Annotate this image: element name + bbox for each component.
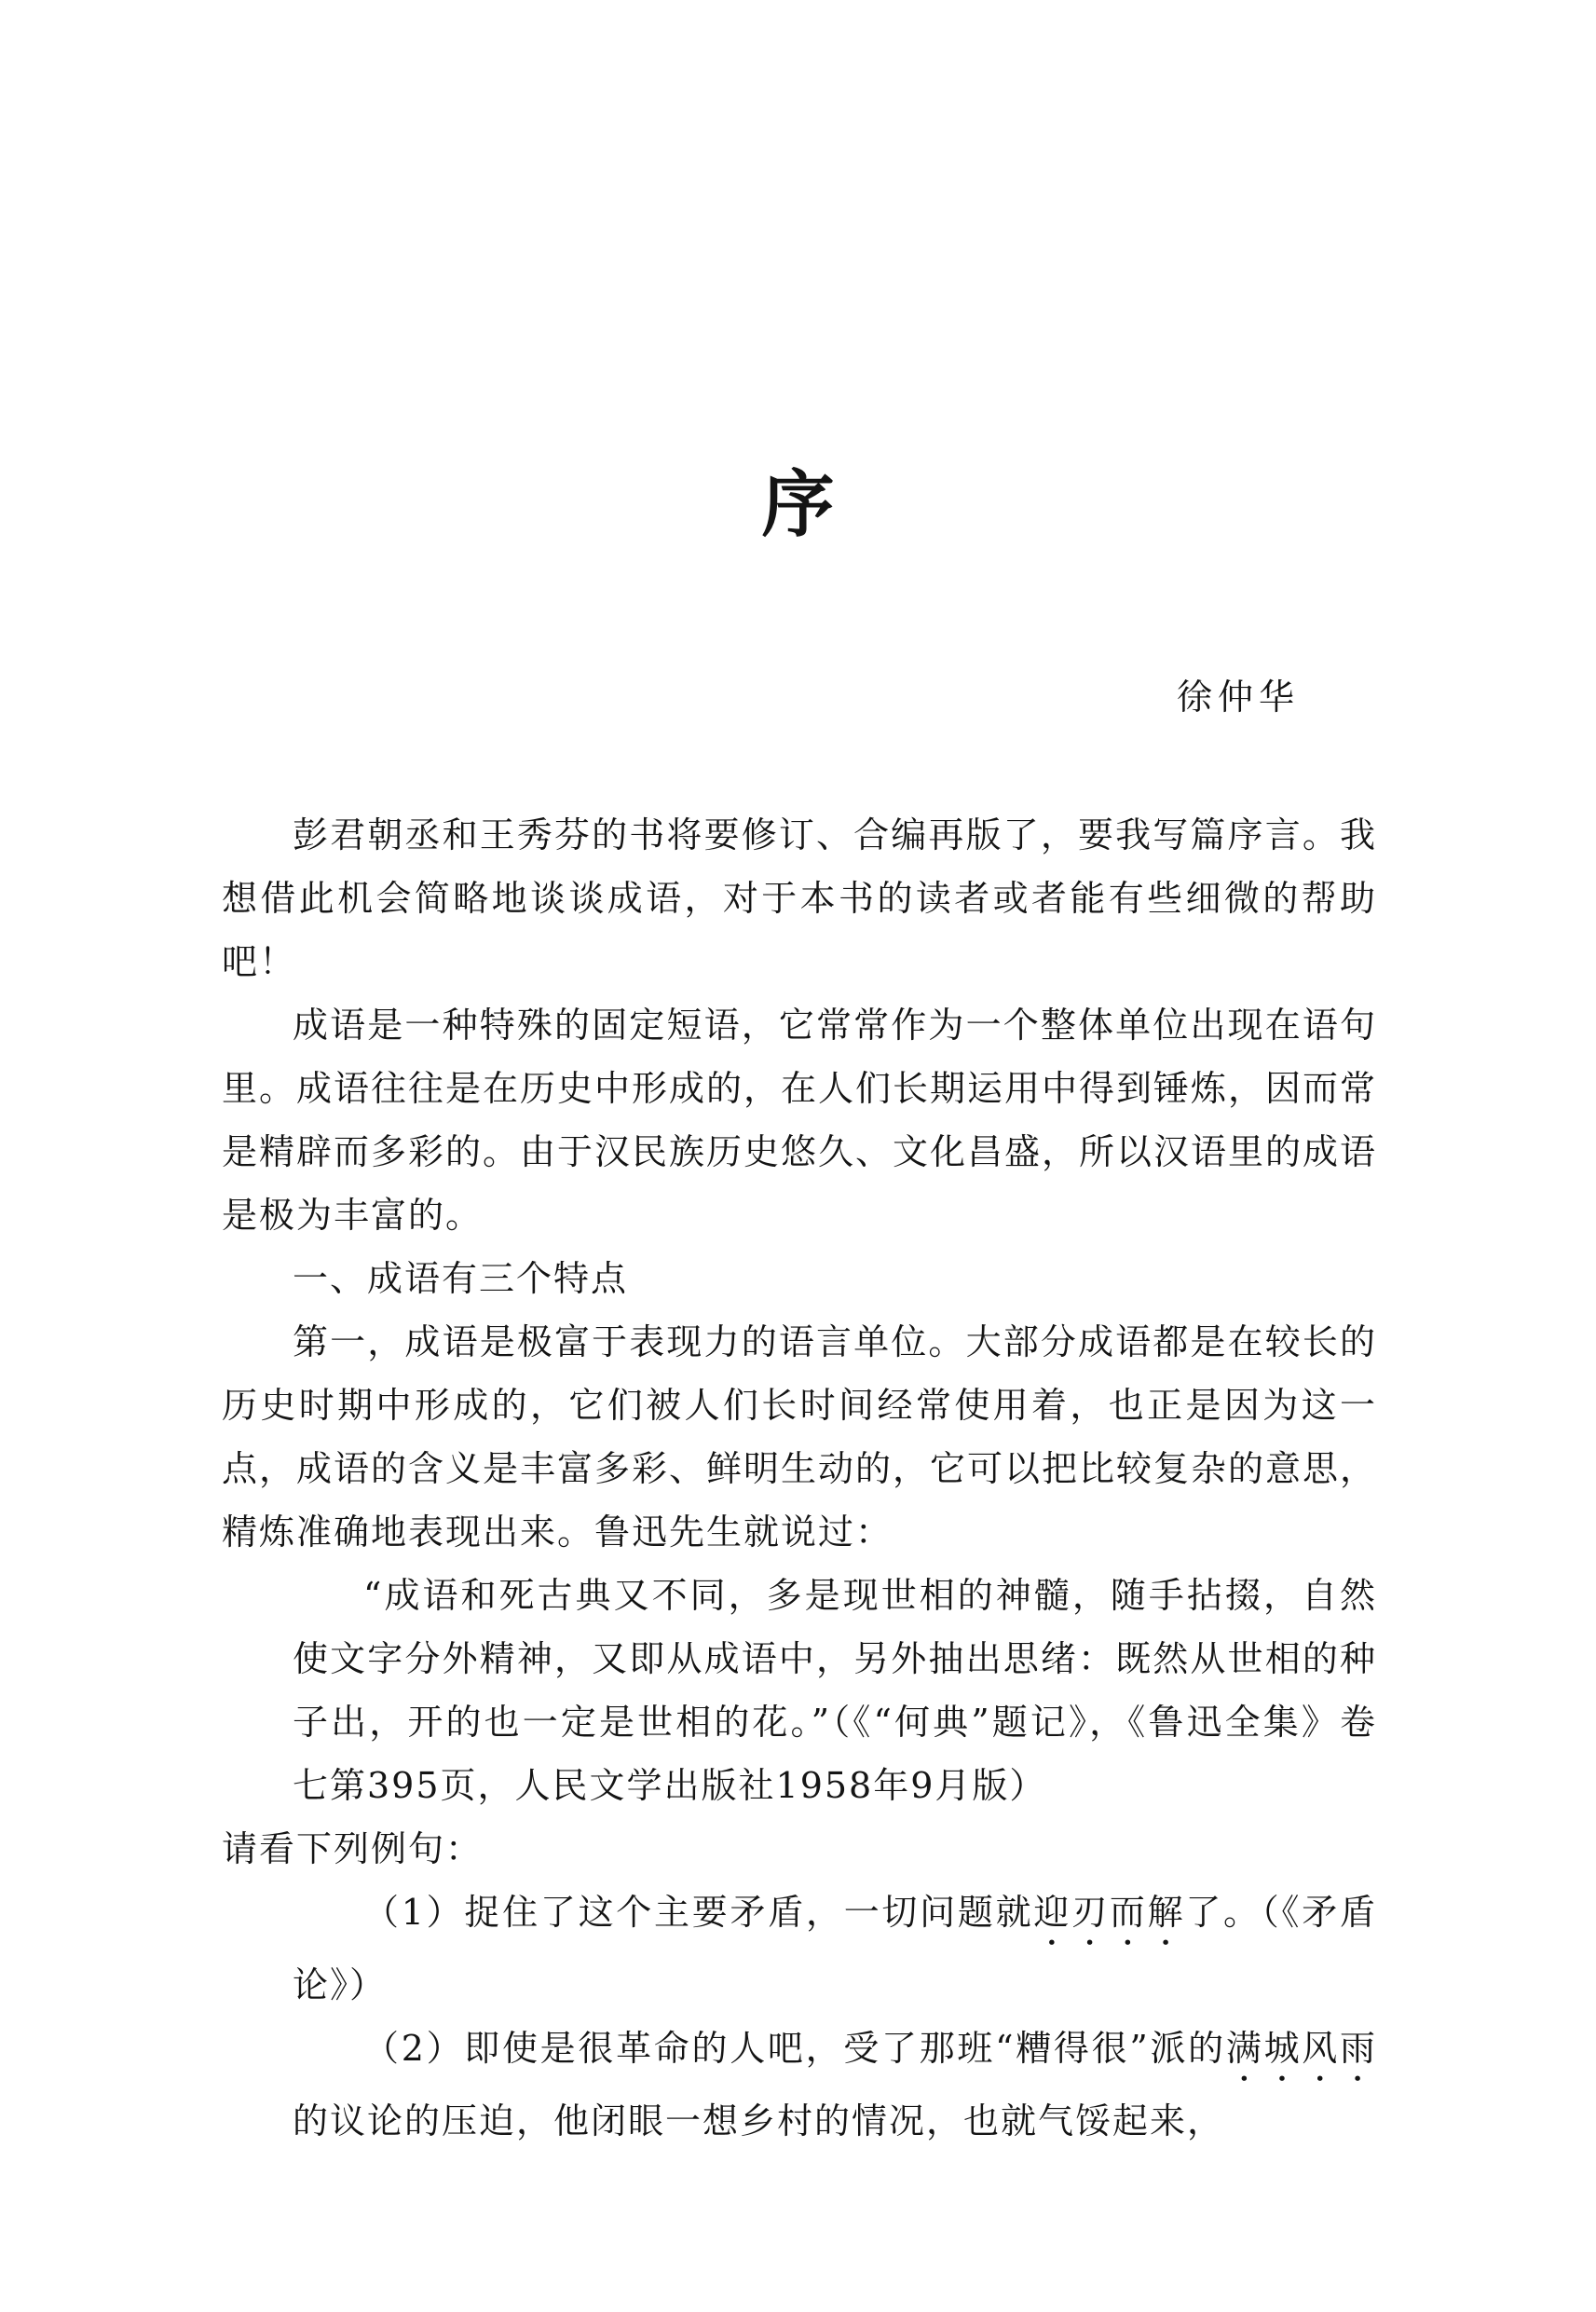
- paragraph-1: 彭君朝丞和王秀芬的书将要修订、合编再版了，要我写篇序言。我想借此机会简略地谈谈成语，对于本书的读者或者能有些细微的帮助吧！: [222, 814, 1377, 982]
- page-title: 序: [761, 462, 835, 547]
- paragraph-4: 请看下列例句：: [222, 1828, 484, 1869]
- paragraph-2: 成语是一种特殊的固定短语，它常常作为一个整体单位出现在语句里。成语往往是在历史中形成的，在人们长期运用中得到锤炼，因而常是精辟而多彩的。由于汉民族历史悠久、文化昌盛，所以汉语里的成语是极为丰富的。: [222, 1005, 1378, 1236]
- lu-xun-quote: “成语和死古典又不同，多是现世相的神髓，随手拈掇，自然使文字分外精神，又即从成语中，另外抽出思绪：既然从世相的种子出，开的也一定是世相的花。”（《“何典”题记》，《鲁迅全集》卷七第395页，人民文学出版社1958年9月版）: [293, 1575, 1377, 1806]
- example-1-text-before: （1）捉住了这个主要矛盾，一切问题就: [363, 1892, 1034, 1933]
- example-2-text-before: （2）即使是很革命的人吧，受了那班“糟得很”派的: [363, 2028, 1226, 2069]
- author-name: 徐仲华: [1176, 677, 1300, 718]
- example-2-text-after: 的议论的压迫，他闭眼一想乡村的情况，也就气馁起来，: [293, 2100, 1225, 2141]
- example-2-idiom: 满城风雨: [1225, 2028, 1377, 2069]
- example-1-text-after: 了。（《矛盾论》）: [293, 1892, 1377, 2005]
- body-text: [222, 803, 1377, 2153]
- example-2: [222, 2017, 1377, 2153]
- section-heading: 一、成语有三个特点: [293, 1258, 629, 1299]
- example-1: [222, 1881, 1377, 2017]
- paragraph-3: 第一，成语是极富于表现力的语言单位。大部分成语都是在较长的历史时期中形成的，它们被人们长时间经常使用着，也正是因为这一点，成语的含义是丰富多彩、鲜明生动的，它可以把比较复杂的意思，精炼准确地表现出来。鲁迅先生就说过：: [222, 1321, 1378, 1553]
- example-1-idiom: 迎刃而解: [1033, 1892, 1186, 1933]
